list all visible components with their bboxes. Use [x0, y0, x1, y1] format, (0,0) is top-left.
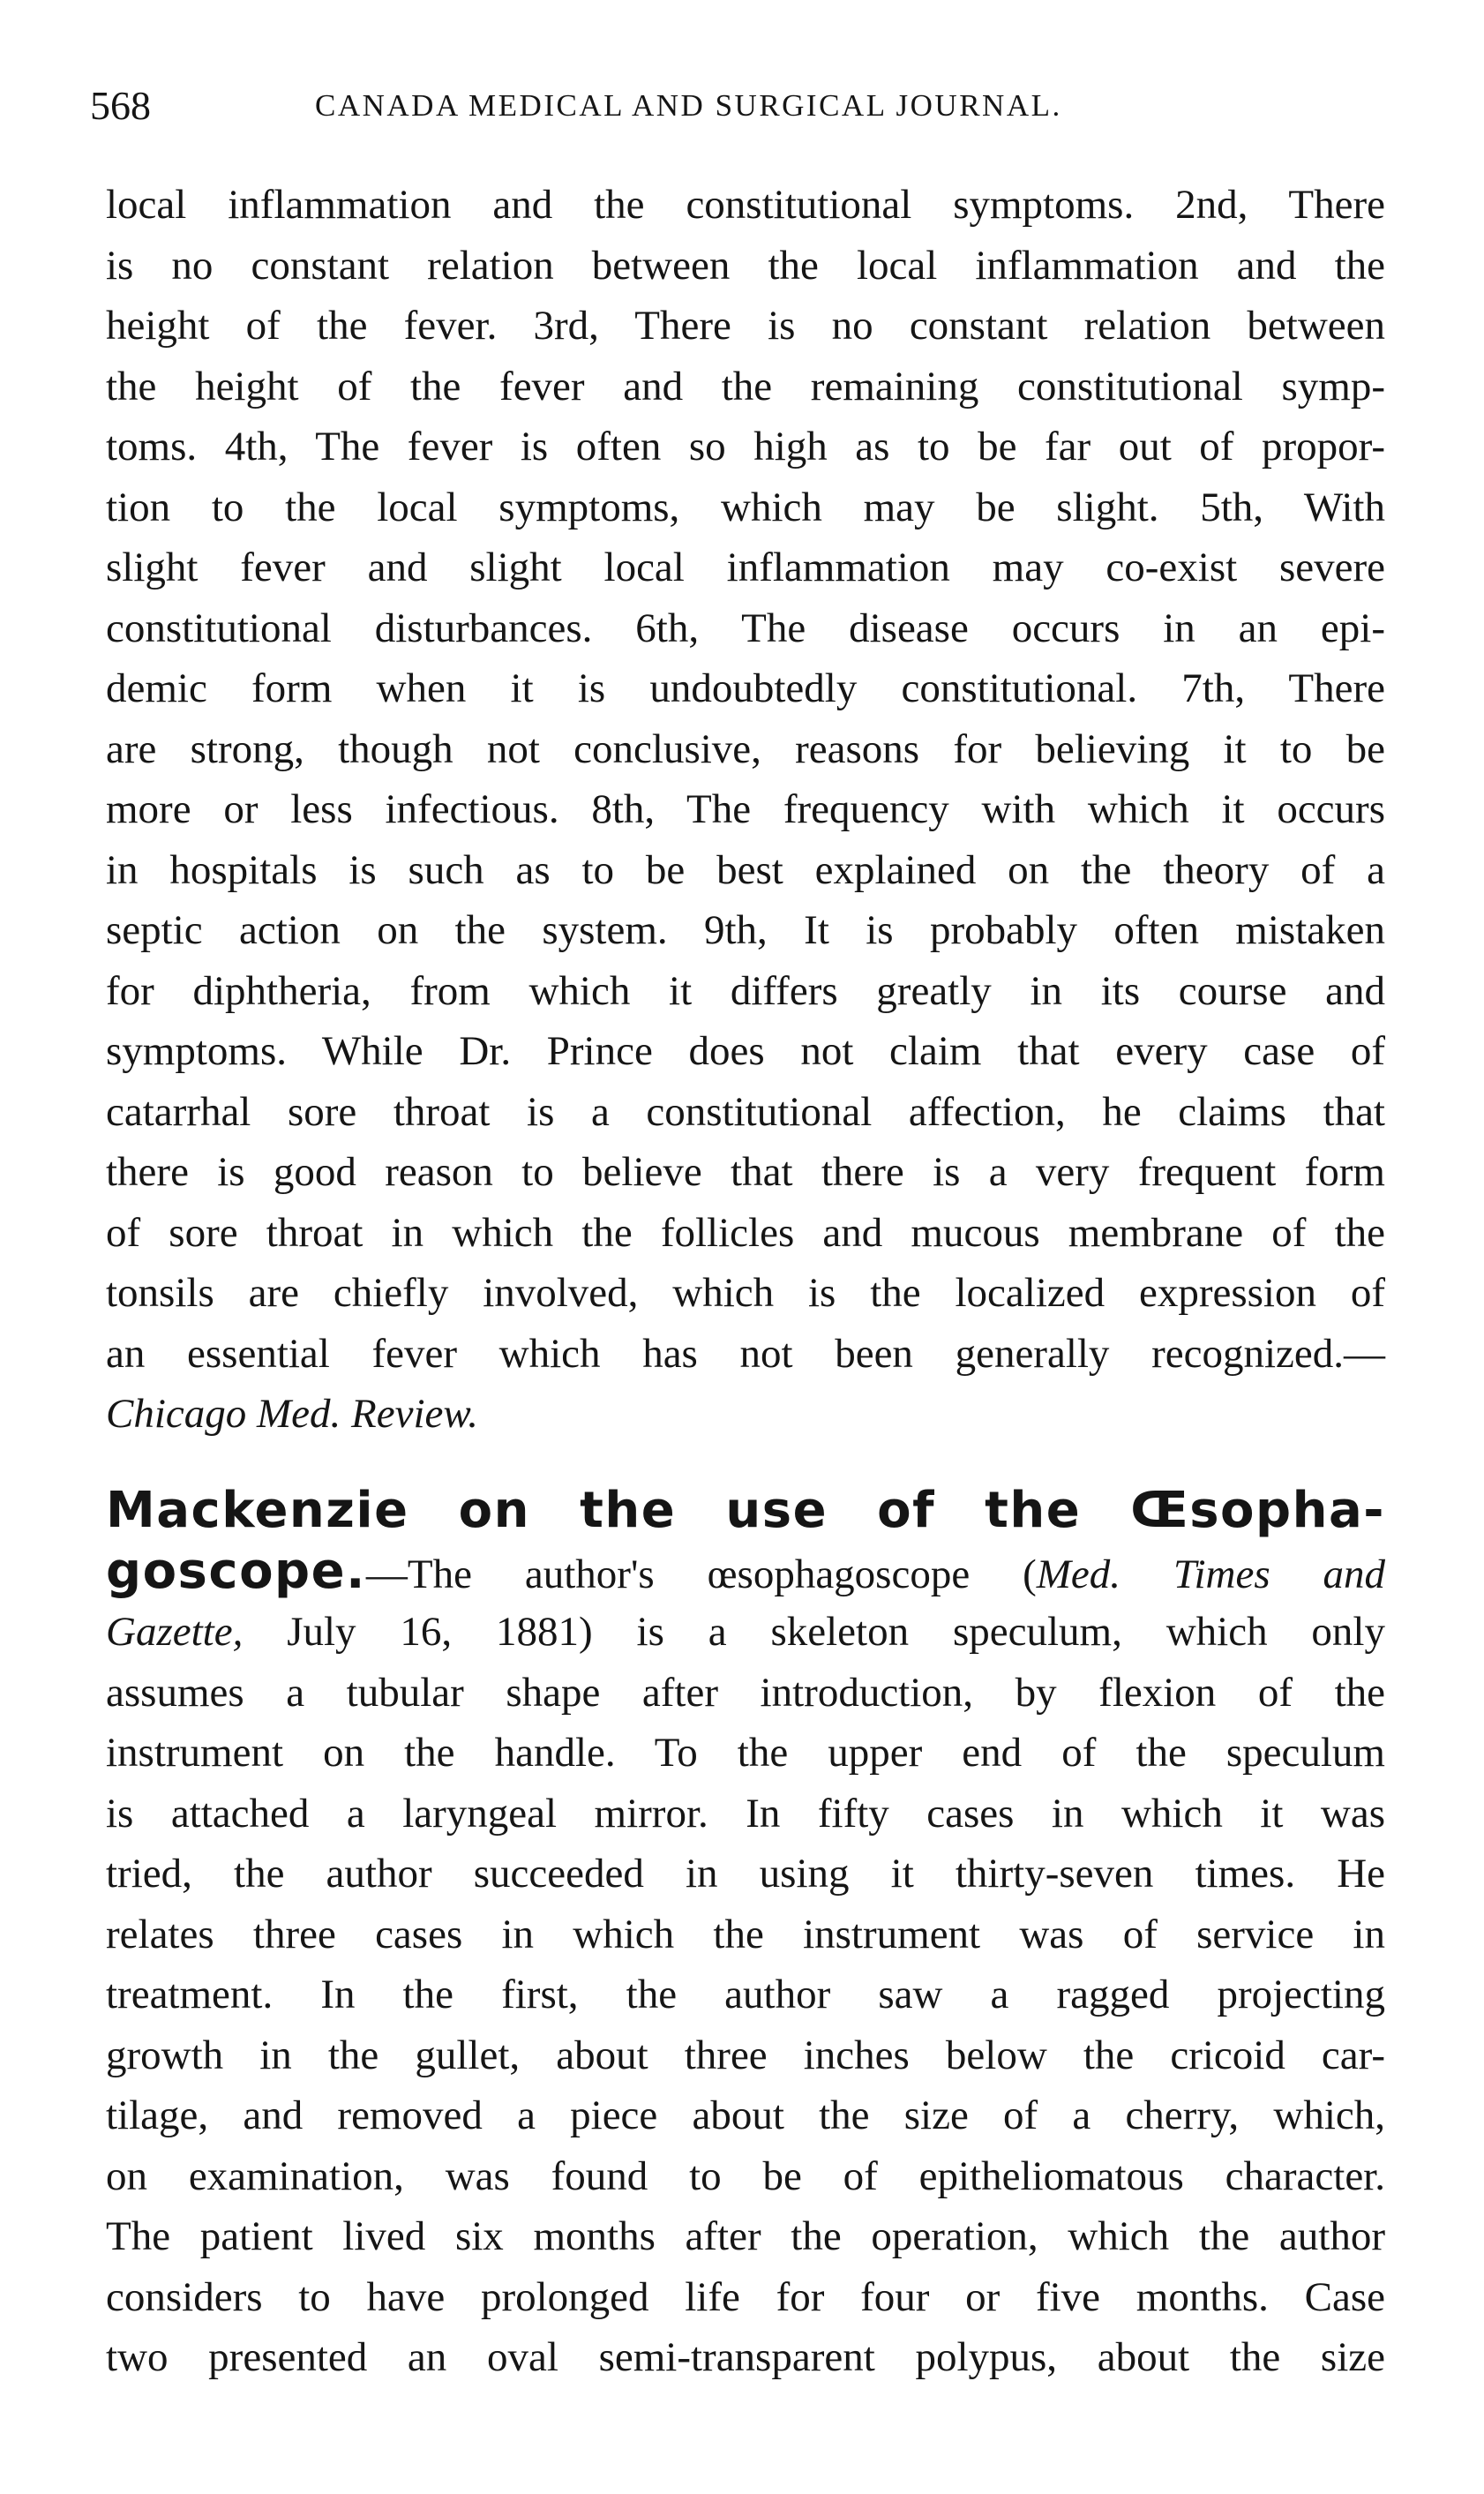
- text-line: assumes a tubular shape after introduction, by flexion of the: [106, 1669, 1385, 1716]
- text-line: constitutional disturbances. 6th, The disease occurs in an epi-: [106, 605, 1385, 651]
- text-line: instrument on the handle. To the upper end of the speculum: [106, 1730, 1385, 1776]
- text-line: tried, the author succeeded in using it thirty-seven times. He: [106, 1851, 1385, 1897]
- text-line: the height of the fever and the remaining constitutional symp-: [106, 363, 1385, 409]
- text-line: are strong, though not conclusive, reasons for believing it to be: [106, 725, 1385, 772]
- text-line: symptoms. While Dr. Prince does not claim that every case of: [106, 1028, 1385, 1074]
- text-line: an essential fever which has not been generally recognized.—: [106, 1330, 1385, 1377]
- page-number: 568: [90, 83, 151, 128]
- text-line: more or less infectious. 8th, The frequency with which it occurs: [106, 786, 1385, 832]
- text-line: is attached a laryngeal mirror. In fifty cases in which it was: [106, 1790, 1385, 1837]
- text-line: for diphtheria, from which it differs greatly in its course and: [106, 967, 1385, 1014]
- text-line: two presented an oval semi-transparent polypus, about the size: [106, 2334, 1385, 2380]
- text-line: tion to the local symptoms, which may be slight. 5th, With: [106, 484, 1385, 530]
- text-line: is no constant relation between the local inflammation and the: [106, 242, 1385, 289]
- inline-text: July 16, 1881) is a skeleton speculum, which only: [243, 1609, 1385, 1655]
- text-line: tonsils are chiefly involved, which is the localized expression of: [106, 1270, 1385, 1316]
- text-line: catarrhal sore throat is a constitutional affection, he claims that: [106, 1088, 1385, 1135]
- prince-summary-paragraph: [106, 175, 1385, 1445]
- text-line: [106, 1542, 1385, 1603]
- mackenzie-oesophagoscope-paragraph: [106, 1481, 1385, 2388]
- section-heading-continuation: goscope.: [106, 1542, 366, 1600]
- text-line: on examination, was found to be of epitheliomatous character.: [106, 2152, 1385, 2199]
- text-line: growth in the gullet, about three inches below the cricoid car-: [106, 2032, 1385, 2078]
- section-heading-text: Mackenzie on the use of the Œsopha-: [106, 1482, 1385, 1539]
- text-line: tilage, and removed a piece about the size of a cherry, which,: [106, 2092, 1385, 2138]
- journal-reference: Med. Times and: [1036, 1551, 1385, 1597]
- citation: Chicago Med. Review.: [106, 1391, 478, 1437]
- text-line: [106, 1602, 1385, 1663]
- text-line: treatment. In the first, the author saw a ragged projecting: [106, 1972, 1385, 2017]
- running-head: [90, 79, 1378, 132]
- journal-title: CANADA MEDICAL AND SURGICAL JOURNAL.: [315, 88, 1062, 123]
- text-line: height of the fever. 3rd, There is no constant relation between: [106, 303, 1385, 349]
- section-heading: [106, 1481, 1385, 1542]
- inline-text: —The author's œsophagoscope (: [365, 1551, 1037, 1597]
- text-line: relates three cases in which the instrument was of service in: [106, 1911, 1385, 1957]
- text-line: demic form when it is undoubtedly constitutional. 7th, There: [106, 665, 1385, 711]
- text-line: of sore throat in which the follicles and mucous membrane of the: [106, 1209, 1385, 1256]
- text-line: septic action on the system. 9th, It is probably often mistaken: [106, 907, 1385, 953]
- text-line: considers to have prolonged life for four or five months. Case: [106, 2273, 1385, 2320]
- text-line: there is good reason to believe that there is a very frequent form: [106, 1149, 1385, 1195]
- text-line: local inflammation and the constitutional symptoms. 2nd, There: [106, 182, 1385, 228]
- text-line: toms. 4th, The fever is often so high as to be far out of propor-: [106, 424, 1385, 470]
- text-line: slight fever and slight local inflammation may co-exist severe: [106, 545, 1385, 590]
- text-line: The patient lived six months after the operation, which the author: [106, 2213, 1385, 2259]
- text-line: in hospitals is such as to be best explained on the theory of a: [106, 846, 1385, 893]
- journal-reference: Gazette,: [106, 1609, 244, 1655]
